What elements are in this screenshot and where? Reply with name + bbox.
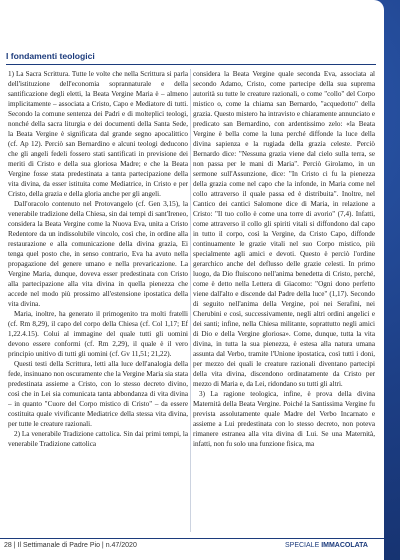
left-column bbox=[8, 69, 188, 532]
column-divider bbox=[190, 69, 191, 532]
paragraph: considera la Beata Vergine quale seconda Eva, associata al secondo Adamo, Cristo, come partecipe della sua suprema autorità su tutte le creature razionali, o come "collo" del Corpo mistico o, come la chiama san Bernardo, "acquedotto" della grazia. Questo mistero ha intravisto e chiaramente annunciato e predicato san Bernardino, con ardentissimo zelo: «la Beata Vergine è bella come la luna perché diffonde la luce della divina sapienza e la rugiada della grazia celeste. Perciò Bernardo dice: "Nessuna grazia viene dal cielo sulla terra, se non passa per le mani di Maria". Perciò Girolamo, in un sermone sull'Assunzione, dice: "In Cristo ci fu la pienezza della grazia come nel capo che la infonde, in Maria come nel collo attraverso il quale passa ed è distribuita". Inoltre, nel Cantico dei cantici Salomone dice di Maria, in relazione a Cristo: "Il tuo collo è come una torre di avorio" (7,4). Infatti, come attraverso il collo gli spiriti vitali si diffondono dal capo in tutto il corpo, così la Vergine, da Cristo Capo, diffonde continuamente le grazie vitali nel suo Corpo mistico, più specialmente agli amici e devoti. Questo è perciò l'ordine gerarchico anche del deflusso delle grazie celesti. In primo luogo, da Dio fluiscono nell'anima benedetta di Cristo, perché, come è detto nella Lettera di Giacomo: "Ogni dono perfetto viene dall'alto e discende dal Padre della luce" (1,17). Secondo di seguito nell'anima della Vergine, poi nei Serafini, nei Cherubini e così, successivamente, negli altri ordini angelici e dei santi; infine, nella Chiesa militante, soprattutto negli amici di Dio e della Vergine gloriosa». Come, dunque, tutta la vita divina, in tutta la sua pienezza, è estesa alla natura umana assunta dal Verbo, tramite l'Unione ipostatica, così tutti i doni, per mezzo dei quali le creature razionali diventano partecipi della vita divina, discendono ordinatamente da Cristo per mezzo di Maria e, da Lei, ridondano su tutti gli altri. bbox=[193, 70, 375, 388]
footer-special-title: IMMACOLATA bbox=[321, 542, 368, 549]
footer-page-info: 28 | Il Settimanale di Padre Pio | n.47/2020 bbox=[4, 542, 137, 549]
right-column bbox=[193, 69, 375, 532]
paragraph: Questi testi della Scrittura, letti alla luce dell'analogia della fede, insinuano non oscuramente che la Vergine Maria sia stata predestinata assieme a Cristo, con lo stesso decreto divino, così che in Lei sia comunicata tanta abbondanza di vita divina – in quanto "Cuore del Corpo mistico di Cristo" – da essere costituita quale vivificante Mediatrice della stessa vita divina, per tutte le creature razionali. bbox=[8, 360, 188, 428]
footer-special bbox=[285, 542, 368, 549]
paragraph: 2) La venerabile Tradizione cattolica. Sin dai primi tempi, la venerabile Tradizione cattolica bbox=[8, 430, 188, 448]
section-rule bbox=[6, 64, 376, 65]
footer-special-label: SPECIALE bbox=[285, 542, 320, 549]
section-title: I fondamenti teologici bbox=[6, 51, 95, 61]
paragraph: Dall'oracolo contenuto nel Protovangelo (cf. Gen 3,15), la venerabile tradizione della Chiesa, sin dai tempi di sant'Ireneo, considera la Beata Vergine come la Nuova Eva, unita a Cristo Redentore da un indissolubile vincolo, così che, in ordine alla restaurazione e alla comunicazione della divina grazia, Ei tenga quel posto che, in senso contrario, Eva ha avuto nella propagazione del genere umano e nella prevaricazione. La Vergine Maria, dunque, doveva esser predestinata con Cristo alla partecipazione alla vita divina in quella pienezza che accede nel modo più prossimo all'estensione ipostatica della vita divina. bbox=[8, 200, 188, 308]
paragraph: 3) La ragione teologica, infine, è prova della divina Maternità della Beata Vergine. Poiché la Santissima Vergine fu prevista assolutamente quale Madre del Verbo Incarnato e assieme a Lui predestinata con lo stesso decreto, non poteva rimanere estranea alla vita divina di Lui. Se una Maternità, infatti, non fu solo una funzione fisica, ma bbox=[193, 390, 375, 448]
paragraph: 1) La Sacra Scrittura. Tutte le volte che nella Scrittura si parla dell'istituzione dell'economia soprannaturale e della santificazione degli eletti, la Beata Vergine Maria è – almeno implicitamente – associata a Cristo, Capo e Mediatore di tutti. Secondo la comune sentenza dei Padri e di molteplici teologi, nonché della sacra liturgia e dei documenti della Santa Sede, la Beata Vergine è significata dal grande segno apocalittico (cf. Ap 12). Perciò san Bernardino e alcuni teologi deducono che gli angeli fedeli fossero stati santificati in previsione dei meriti di Cristo e della sua gloriosa Madre; e che la Beata Vergine fosse stata predestinata a tanta partecipazione della vita divina, da esser istituita come Mediatrice, in Cristo e per Cristo, della grazia e della gloria anche per gli angeli. bbox=[8, 70, 188, 198]
footer-rule bbox=[0, 538, 384, 539]
paragraph: Maria, inoltre, ha generato il primogenito tra molti fratelli (cf. Rm 8,29), il capo del corpo della Chiesa (cf. Col 1,17; Ef 1,22.4.15). Colui al immagine del quale tutti gli uomini devono essere conformi (cf. Rm 2,29), il quale è il vero principio unitivo di tutti gli uomini (cf. Gv 11,51; 21,22). bbox=[8, 310, 188, 358]
